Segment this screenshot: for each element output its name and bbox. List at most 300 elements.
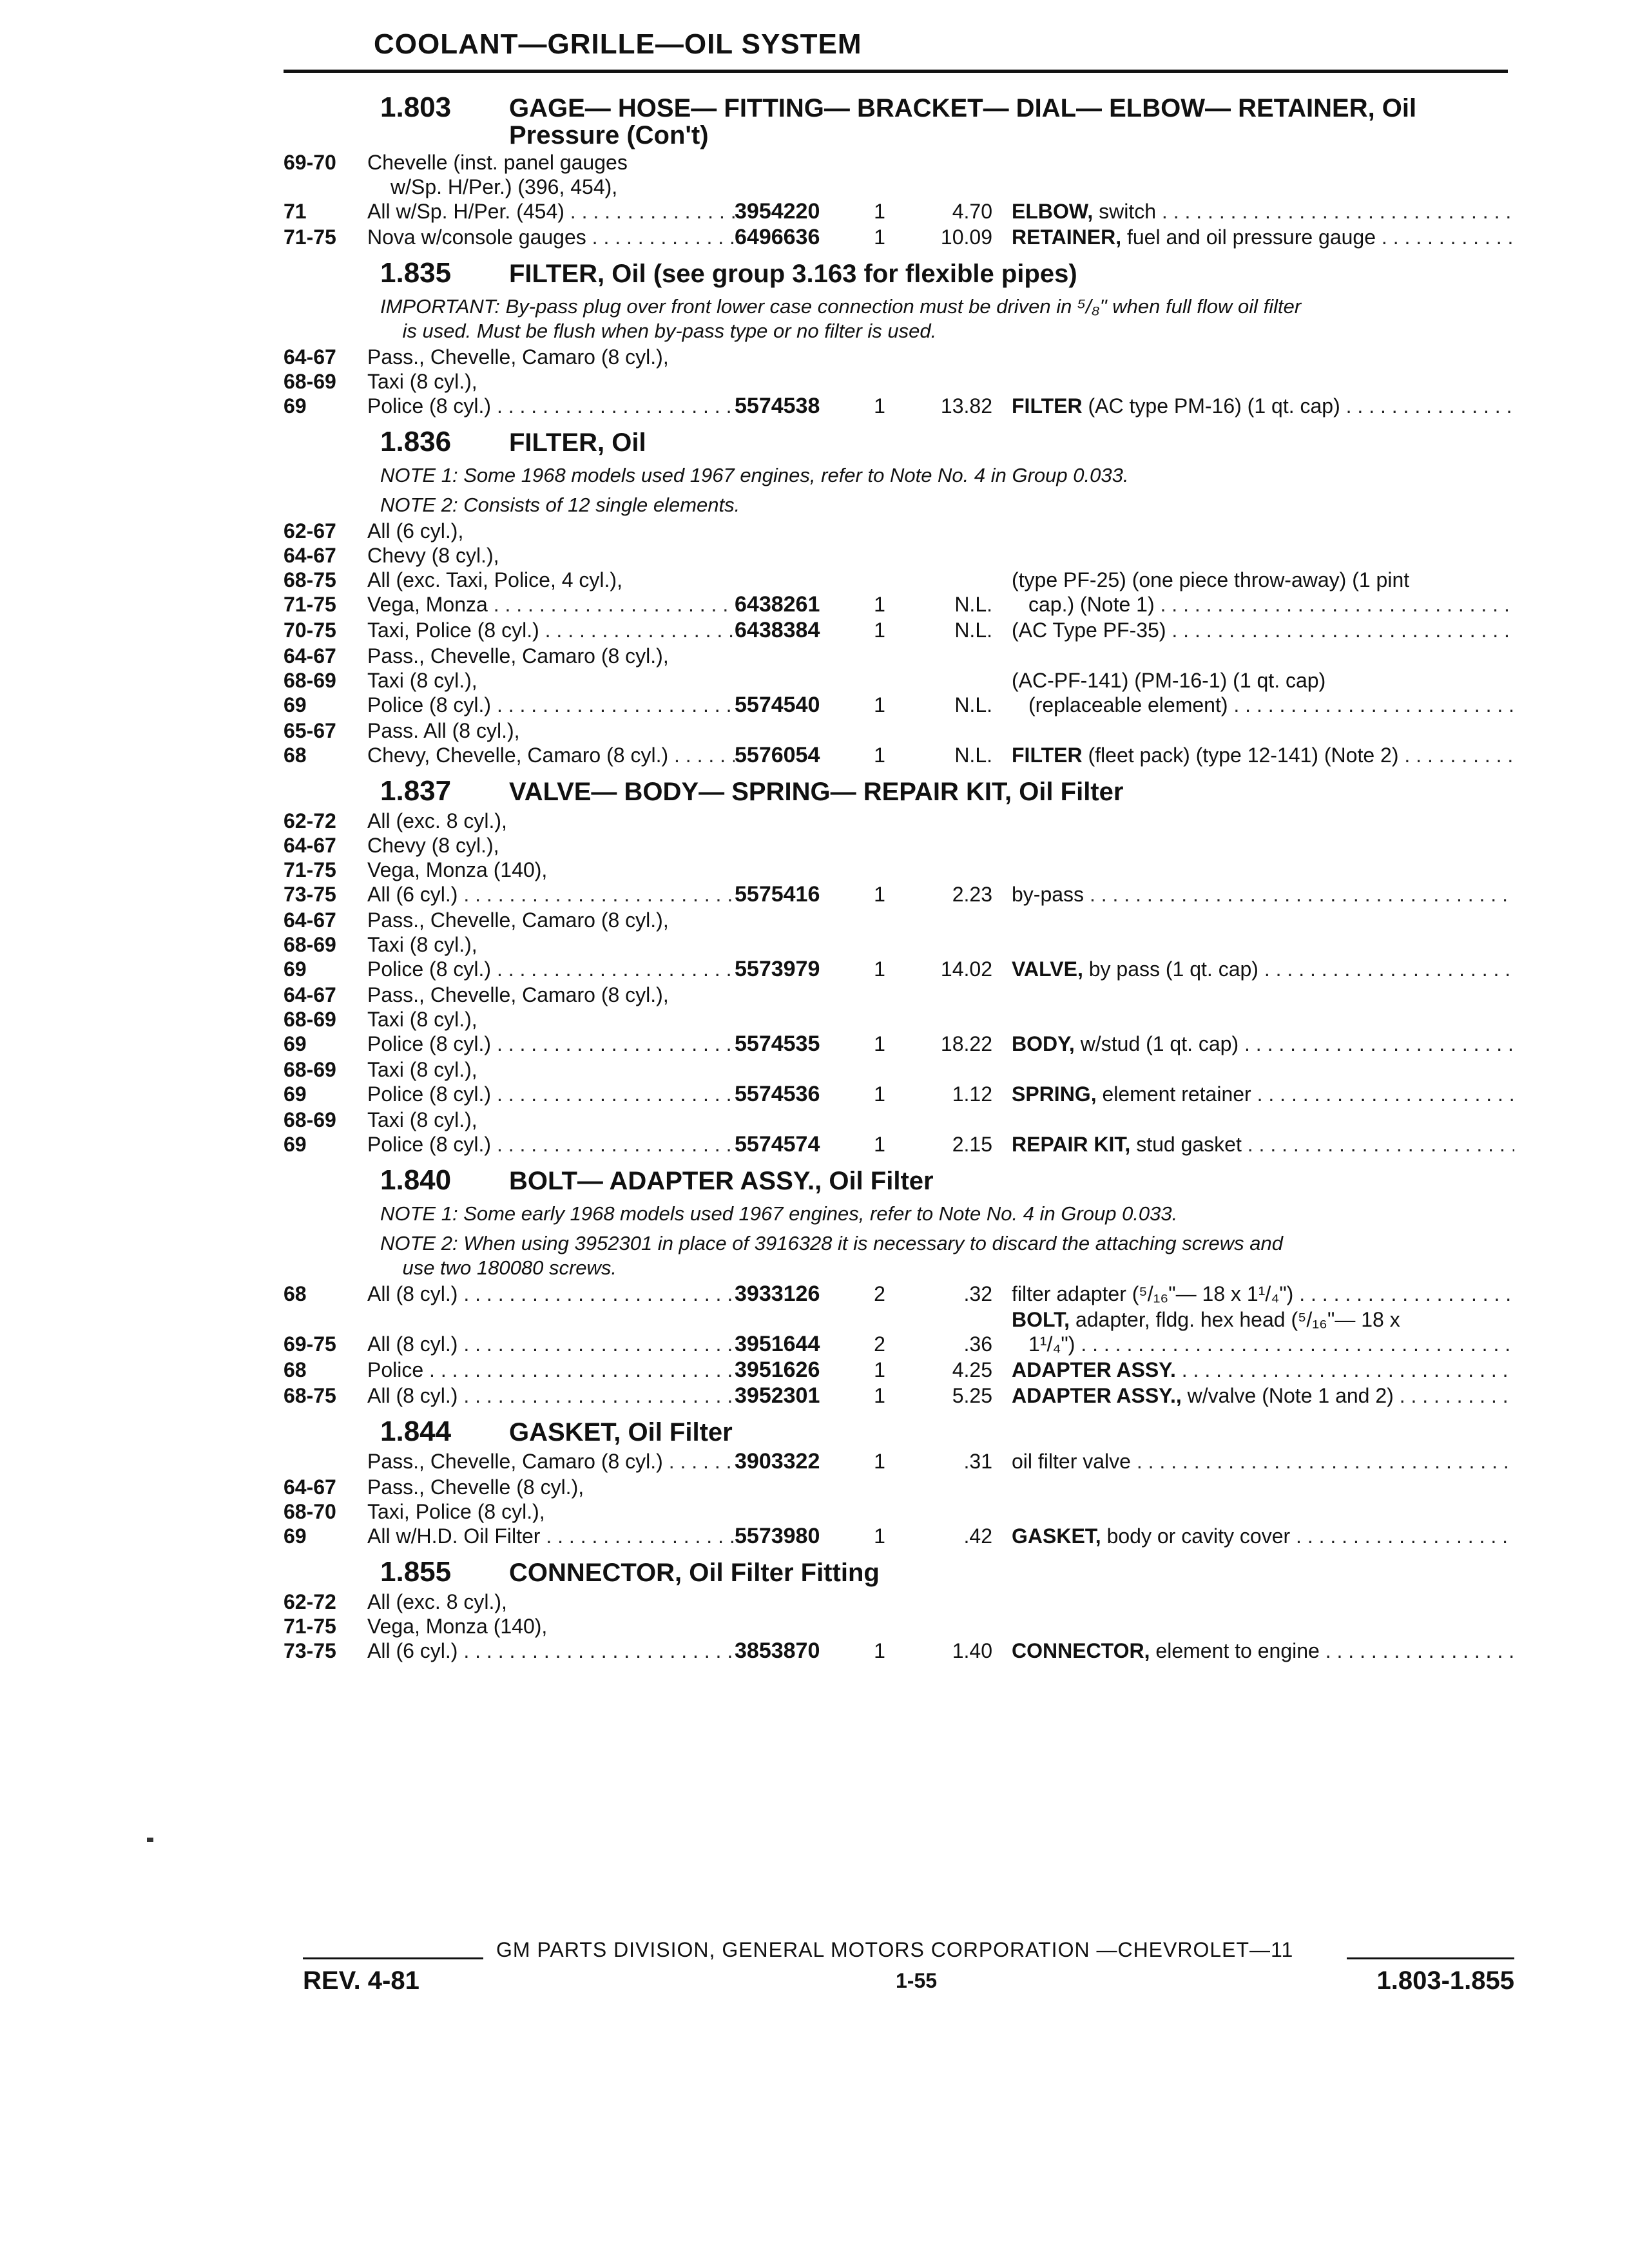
years-cell	[284, 345, 367, 418]
price: 13.82	[940, 394, 992, 418]
group-number: 1.840	[380, 1164, 452, 1196]
year-range: 71	[284, 200, 307, 223]
models-cell	[367, 983, 735, 1056]
year-range: 64-67	[284, 544, 336, 567]
stray-mark	[147, 1838, 153, 1842]
description-cell	[1012, 1383, 1514, 1408]
description-line	[1012, 1383, 1514, 1408]
group-name: FILTER, Oil	[509, 428, 646, 457]
years-cell	[284, 908, 367, 981]
model-line: Taxi (8 cyl.),	[367, 1008, 477, 1031]
price: .42	[963, 1524, 992, 1548]
quantity: 1	[874, 200, 885, 223]
description-keyword: ADAPTER ASSY.	[1012, 1358, 1176, 1381]
year-range: 69	[284, 1082, 307, 1106]
model-line: Police (8 cyl.) . . .	[367, 394, 735, 418]
description-cell	[1012, 1639, 1514, 1663]
description-text: fuel and oil pressure gauge	[1121, 226, 1376, 249]
footer-revision: REV. 4-81	[303, 1966, 419, 1995]
group-name-wrap	[509, 1559, 880, 1586]
years-cell	[284, 1590, 367, 1663]
group-title	[380, 775, 1534, 807]
years-cell	[284, 718, 367, 767]
page-footer	[303, 1938, 1540, 2015]
year-range: 73-75	[284, 883, 336, 906]
description-cell	[1012, 882, 1514, 907]
part-group	[284, 1164, 1534, 1408]
footer-page-number: 1-55	[896, 1969, 938, 1992]
year-range: 64-67	[284, 345, 336, 369]
quantity: 1	[874, 1032, 885, 1055]
year-range: 69-70	[284, 151, 336, 174]
description-line	[1012, 1358, 1514, 1382]
group-title	[380, 426, 1534, 458]
group-name: VALVE— BODY— SPRING— REPAIR KIT, Oil Filter	[509, 778, 1124, 806]
part-number: 6438261	[735, 592, 820, 617]
group-name-wrap	[509, 1168, 934, 1195]
group-name-wrap	[509, 429, 646, 456]
part-group	[284, 426, 1534, 767]
models-cell	[367, 1332, 735, 1356]
description-text: switch	[1093, 200, 1157, 223]
year-range: 62-72	[284, 809, 336, 832]
price: 1.40	[952, 1639, 992, 1662]
group-note: NOTE 1: Some early 1968 models used 1967 engines, refer to Note No. 4 in Group 0.033.	[380, 1202, 1178, 1225]
model-line: All (6 cyl.),	[367, 519, 464, 543]
year-range: 68-69	[284, 1058, 336, 1081]
part-row	[284, 644, 1534, 717]
model-line: w/Sp. H/Per.) (396, 454),	[390, 175, 618, 198]
footer-corporation: GM PARTS DIVISION, GENERAL MOTORS CORPORATION —CHEVROLET—11	[496, 1938, 1294, 1961]
part-row	[284, 225, 1534, 249]
part-row	[284, 718, 1534, 767]
header-rule	[284, 70, 1508, 73]
year-range: 69	[284, 957, 307, 981]
part-number: 3853870	[735, 1639, 820, 1663]
model-line: Nova w/console gauges . . .	[367, 225, 735, 249]
years-cell	[284, 644, 367, 717]
models-cell	[367, 519, 735, 617]
models-cell	[367, 150, 735, 224]
description-text: (type PF-25) (one piece throw-away) (1 pint	[1012, 568, 1410, 591]
description-text: (AC type PM-16) (1 qt. cap)	[1082, 394, 1340, 418]
description-text: filter adapter (⁵/₁₆"— 18 x 1¹/₄")	[1012, 1282, 1294, 1305]
years-cell	[284, 1108, 367, 1157]
part-number: 3903322	[735, 1449, 820, 1474]
part-group	[284, 91, 1534, 249]
year-range: 69	[284, 693, 307, 716]
group-note: IMPORTANT: By-pass plug over front lower case connection must be driven in ⁵/₈" when full flow oil filter is used. Must be flush when by-pass type or no filter is used.	[380, 295, 1302, 342]
model-line: Chevelle (inst. panel gauges	[367, 151, 628, 174]
year-range: 65-67	[284, 719, 336, 742]
quantity: 1	[874, 1133, 885, 1156]
group-title	[380, 257, 1534, 289]
description-continued: cap.) (Note 1) . . .	[1012, 592, 1514, 617]
quantity: 1	[874, 744, 885, 767]
description-continued: 1¹/₄") . . .	[1012, 1332, 1514, 1356]
year-range: 62-67	[284, 519, 336, 543]
part-row	[284, 1307, 1534, 1356]
model-line: Vega, Monza . . .	[367, 592, 735, 617]
price: N.L.	[954, 693, 992, 716]
part-row	[284, 809, 1534, 907]
description-line	[1012, 394, 1514, 418]
year-range: 68-70	[284, 1500, 336, 1523]
year-range: 73-75	[284, 1639, 336, 1662]
group-title	[380, 1556, 1534, 1588]
description-keyword: ADAPTER ASSY.,	[1012, 1384, 1182, 1407]
description-keyword: VALVE,	[1012, 957, 1083, 981]
year-range: 62-72	[284, 1590, 336, 1613]
part-row	[284, 1590, 1534, 1663]
group-number: 1.836	[380, 426, 452, 457]
year-range: 69	[284, 1133, 307, 1156]
description-keyword: CONNECTOR,	[1012, 1639, 1150, 1662]
price: 4.70	[952, 200, 992, 223]
part-row	[284, 1358, 1534, 1382]
year-range: 68-69	[284, 1108, 336, 1131]
group-number: 1.844	[380, 1416, 452, 1447]
model-line: Taxi (8 cyl.),	[367, 370, 477, 393]
description-line	[1012, 882, 1514, 907]
description-keyword: GASKET,	[1012, 1524, 1101, 1548]
year-range: 68-69	[284, 1008, 336, 1031]
description-cell	[1012, 1307, 1514, 1356]
price: 4.25	[952, 1358, 992, 1381]
part-number: 6438384	[735, 618, 820, 642]
price: 2.15	[952, 1133, 992, 1156]
part-row	[284, 345, 1534, 418]
group-name-wrap	[509, 778, 1123, 805]
quantity: 1	[874, 1524, 885, 1548]
group-number: 1.855	[380, 1556, 452, 1588]
part-row	[284, 519, 1534, 617]
year-range: 64-67	[284, 908, 336, 932]
price: N.L.	[954, 744, 992, 767]
description-keyword: BODY,	[1012, 1032, 1075, 1055]
footer-rule-right	[1347, 1957, 1514, 1959]
part-number: 5573979	[735, 957, 820, 981]
model-line: Vega, Monza (140),	[367, 1615, 548, 1638]
year-range: 68-69	[284, 370, 336, 393]
year-range: 68-69	[284, 933, 336, 956]
part-number: 5574535	[735, 1032, 820, 1056]
group-number: 1.803	[380, 91, 452, 123]
description-line	[1012, 1282, 1514, 1306]
part-number: 6496636	[735, 225, 820, 249]
part-row	[284, 618, 1534, 642]
group-number: 1.837	[380, 775, 452, 807]
description-cell	[1012, 668, 1514, 717]
description-line	[1012, 225, 1514, 249]
description-cell	[1012, 743, 1514, 767]
group-name-wrap	[509, 95, 1416, 149]
description-line	[1012, 1524, 1514, 1548]
footer-rule-left	[303, 1957, 483, 1959]
models-cell	[367, 644, 735, 717]
quantity: 2	[874, 1282, 885, 1305]
model-line: All w/H.D. Oil Filter . . .	[367, 1524, 735, 1548]
years-cell	[284, 519, 367, 617]
models-cell	[367, 1475, 735, 1548]
years-cell	[284, 1358, 367, 1382]
model-line: Taxi (8 cyl.),	[367, 669, 477, 692]
part-row	[284, 1383, 1534, 1408]
part-number: 5574540	[735, 693, 820, 717]
description-cell	[1012, 225, 1514, 249]
part-group	[284, 1556, 1534, 1663]
model-line: Taxi (8 cyl.),	[367, 1058, 477, 1081]
description-line	[1012, 1639, 1514, 1663]
price: 2.23	[952, 883, 992, 906]
year-range: 64-67	[284, 644, 336, 668]
model-line: Police . . .	[367, 1358, 735, 1382]
description-keyword: RETAINER,	[1012, 226, 1122, 249]
years-cell	[284, 225, 367, 249]
catalog-content	[284, 84, 1534, 1663]
description-line	[1012, 668, 1514, 693]
part-row	[284, 983, 1534, 1056]
part-row	[284, 1282, 1534, 1306]
year-range: 68-75	[284, 1384, 336, 1407]
quantity: 1	[874, 394, 885, 418]
footer-group-range: 1.803-1.855	[1376, 1966, 1514, 1995]
group-note: NOTE 2: Consists of 12 single elements.	[380, 494, 740, 516]
description-text: element to engine	[1150, 1639, 1320, 1662]
quantity: 1	[874, 693, 885, 716]
group-name: BOLT— ADAPTER ASSY., Oil Filter	[509, 1167, 934, 1195]
year-range: 71-75	[284, 593, 336, 616]
description-line	[1012, 743, 1514, 767]
group-note: NOTE 2: When using 3952301 in place of 3916328 it is necessary to discard the attaching screws and use two 180080 screws.	[380, 1232, 1283, 1279]
year-range: 71-75	[284, 858, 336, 881]
group-name: GAGE— HOSE— FITTING— BRACKET— DIAL— ELBOW— RETAINER, Oil	[509, 94, 1417, 122]
description-line	[1012, 568, 1514, 592]
model-line: Pass., Chevelle, Camaro (8 cyl.) . . .	[367, 1449, 735, 1474]
description-cell	[1012, 1282, 1514, 1306]
description-line	[1012, 1132, 1514, 1157]
model-line: Police (8 cyl.) . . .	[367, 1132, 735, 1157]
description-cell	[1012, 1358, 1514, 1382]
model-line: All (8 cyl.) . . .	[367, 1332, 735, 1356]
model-line: All (exc. Taxi, Police, 4 cyl.),	[367, 568, 622, 591]
year-range: 64-67	[284, 834, 336, 857]
description-line	[1012, 199, 1514, 224]
year-range	[284, 175, 367, 199]
part-number: 5575416	[735, 882, 820, 907]
price: N.L.	[954, 619, 992, 642]
group-name-wrap	[509, 260, 1077, 287]
description-text: (AC Type PF-35)	[1012, 619, 1166, 642]
price: .36	[963, 1332, 992, 1356]
quantity: 1	[874, 226, 885, 249]
description-text: (fleet pack) (type 12-141) (Note 2)	[1082, 744, 1399, 767]
description-keyword: REPAIR KIT,	[1012, 1133, 1131, 1156]
model-line: Taxi (8 cyl.),	[367, 933, 477, 956]
year-range: 69-75	[284, 1332, 336, 1356]
description-text: body or cavity cover	[1101, 1524, 1291, 1548]
description-text: adapter, fldg. hex head (⁵/₁₆"— 18 x	[1070, 1308, 1400, 1331]
years-cell	[284, 809, 367, 907]
year-range: 69	[284, 1524, 307, 1548]
models-cell	[367, 908, 735, 981]
models-cell	[367, 618, 735, 642]
year-range: 69	[284, 394, 307, 418]
description-text: by-pass	[1012, 883, 1084, 906]
part-group	[284, 775, 1534, 1157]
model-line: All (6 cyl.) . . .	[367, 1639, 735, 1663]
description-line	[1012, 1449, 1514, 1474]
part-number: 3951626	[735, 1358, 820, 1382]
price: 10.09	[940, 226, 992, 249]
description-cell	[1012, 957, 1514, 981]
group-title	[380, 1164, 1534, 1196]
description-keyword: FILTER	[1012, 394, 1083, 418]
description-text: (AC-PF-141) (PM-16-1) (1 qt. cap)	[1012, 669, 1326, 692]
quantity: 1	[874, 883, 885, 906]
years-cell	[284, 1282, 367, 1306]
model-line: All (8 cyl.) . . .	[367, 1282, 735, 1306]
group-title	[380, 91, 1534, 149]
model-line: All w/Sp. H/Per. (454) . . .	[367, 199, 735, 224]
description-keyword: ELBOW,	[1012, 200, 1094, 223]
quantity: 1	[874, 1384, 885, 1407]
years-cell	[284, 618, 367, 642]
quantity: 1	[874, 1358, 885, 1381]
years-cell	[284, 1475, 367, 1548]
models-cell	[367, 809, 735, 907]
model-line: Police (8 cyl.) . . .	[367, 693, 735, 717]
description-cell	[1012, 1449, 1514, 1474]
part-group	[284, 257, 1534, 418]
model-line: All (exc. 8 cyl.),	[367, 809, 507, 832]
years-cell	[284, 1057, 367, 1106]
price: 18.22	[940, 1032, 992, 1055]
model-line: All (exc. 8 cyl.),	[367, 1590, 507, 1613]
quantity: 1	[874, 593, 885, 616]
quantity: 1	[874, 1450, 885, 1473]
models-cell	[367, 1108, 735, 1157]
group-title	[380, 1416, 1534, 1448]
year-range: 64-67	[284, 983, 336, 1006]
group-name: CONNECTOR, Oil Filter Fitting	[509, 1559, 880, 1587]
group-number: 1.835	[380, 257, 452, 289]
years-cell	[284, 1383, 367, 1408]
part-row	[284, 1108, 1534, 1157]
quantity: 2	[874, 1332, 885, 1356]
group-note: NOTE 1: Some 1968 models used 1967 engines, refer to Note No. 4 in Group 0.033.	[380, 464, 1129, 486]
models-cell	[367, 225, 735, 249]
model-line: Pass. All (8 cyl.),	[367, 719, 520, 742]
description-cell	[1012, 199, 1514, 224]
price: N.L.	[954, 593, 992, 616]
model-line: Taxi (8 cyl.),	[367, 1108, 477, 1131]
part-number: 5574538	[735, 394, 820, 418]
group-name: FILTER, Oil (see group 3.163 for flexible pipes)	[509, 260, 1077, 288]
price: 1.12	[952, 1082, 992, 1106]
model-line: Pass., Chevelle, Camaro (8 cyl.),	[367, 983, 669, 1006]
description-text: w/stud (1 qt. cap)	[1074, 1032, 1239, 1055]
description-keyword: BOLT,	[1012, 1308, 1070, 1331]
year-range: 64-67	[284, 1475, 336, 1499]
price: .32	[963, 1282, 992, 1305]
model-line: Chevy (8 cyl.),	[367, 544, 499, 567]
years-cell	[284, 150, 367, 224]
description-line	[1012, 1082, 1514, 1106]
years-cell	[284, 983, 367, 1056]
year-range: 68-75	[284, 568, 336, 591]
description-keyword: SPRING,	[1012, 1082, 1097, 1106]
model-line: Police (8 cyl.) . . .	[367, 1032, 735, 1056]
models-cell	[367, 1358, 735, 1382]
description-text: oil filter valve	[1012, 1450, 1131, 1473]
quantity: 1	[874, 1639, 885, 1662]
price: .31	[963, 1450, 992, 1473]
years-cell	[284, 1332, 367, 1356]
year-range: 68-69	[284, 669, 336, 692]
models-cell	[367, 345, 735, 418]
quantity: 1	[874, 1082, 885, 1106]
year-range: 71-75	[284, 1615, 336, 1638]
description-line	[1012, 618, 1514, 642]
year-range: 69	[284, 1032, 307, 1055]
description-continued: (replaceable element) . . .	[1012, 693, 1514, 717]
page-title: COOLANT—GRILLE—OIL SYSTEM	[374, 28, 862, 60]
part-number: 5574574	[735, 1132, 820, 1157]
models-cell	[367, 1383, 735, 1408]
model-line: Chevy (8 cyl.),	[367, 834, 499, 857]
part-row	[284, 908, 1534, 981]
year-range: 70-75	[284, 619, 336, 642]
group-name-continued: Pressure (Con't)	[509, 121, 709, 149]
models-cell	[367, 718, 735, 767]
quantity: 1	[874, 619, 885, 642]
part-number: 3933126	[735, 1282, 820, 1306]
part-number: 5574536	[735, 1082, 820, 1106]
model-line: All (6 cyl.) . . .	[367, 882, 735, 907]
part-row	[284, 1475, 1534, 1548]
part-number: 3954220	[735, 199, 820, 224]
price: 5.25	[952, 1384, 992, 1407]
description-text: stud gasket	[1130, 1133, 1242, 1156]
description-text: by pass (1 qt. cap)	[1083, 957, 1258, 981]
part-group	[284, 1416, 1534, 1548]
part-number: 3951644	[735, 1332, 820, 1356]
model-line: Pass., Chevelle, Camaro (8 cyl.),	[367, 345, 669, 369]
model-line: Police (8 cyl.) . . .	[367, 1082, 735, 1106]
part-row	[284, 150, 1534, 224]
description-line	[1012, 1032, 1514, 1056]
description-cell	[1012, 1524, 1514, 1548]
part-row	[284, 1057, 1534, 1106]
group-name: GASKET, Oil Filter	[509, 1418, 733, 1446]
part-number: 3952301	[735, 1383, 820, 1408]
model-line: Pass., Chevelle (8 cyl.),	[367, 1475, 584, 1499]
model-line: Police (8 cyl.) . . .	[367, 957, 735, 981]
year-range	[284, 1449, 367, 1474]
description-line	[1012, 1307, 1514, 1332]
years-cell	[284, 1449, 367, 1474]
model-line: All (8 cyl.) . . .	[367, 1383, 735, 1408]
price: 14.02	[940, 957, 992, 981]
model-line: Taxi, Police (8 cyl.) . . .	[367, 618, 735, 642]
models-cell	[367, 1590, 735, 1663]
models-cell	[367, 1449, 735, 1474]
model-line: Pass., Chevelle, Camaro (8 cyl.),	[367, 908, 669, 932]
description-keyword: FILTER	[1012, 744, 1083, 767]
model-line: Vega, Monza (140),	[367, 858, 548, 881]
part-row	[284, 1449, 1534, 1474]
